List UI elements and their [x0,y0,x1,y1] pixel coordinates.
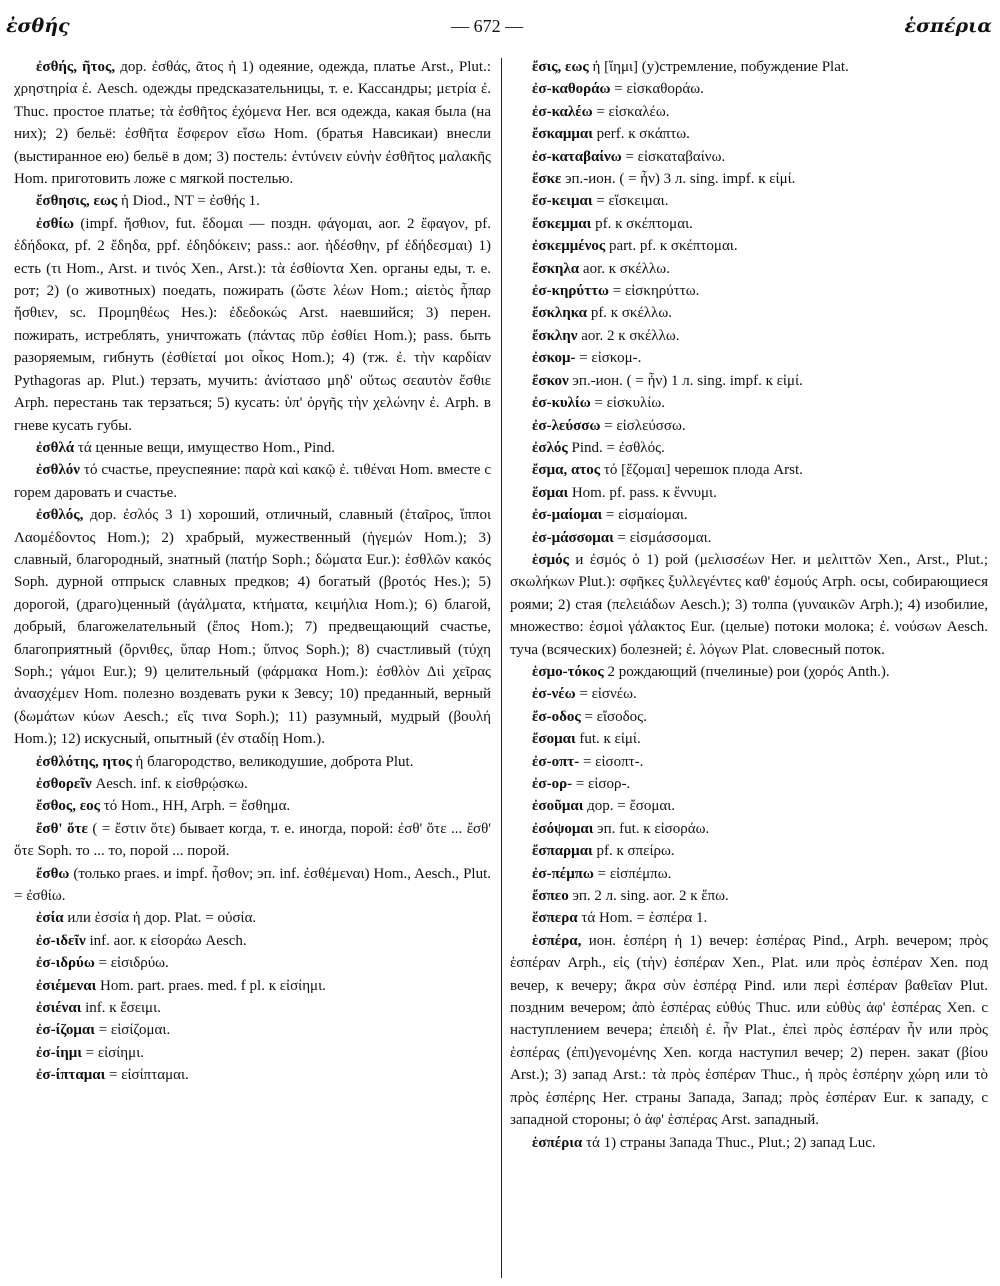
entry-headword: ἐσ-κυλίω [532,395,591,412]
entry-definition: ἡ [ἵημι] (у)стремление, побуждение Plat. [592,59,849,75]
entry-definition: эп.-ион. ( = ἦν) 3 л. sing. impf. к εἰμί. [565,171,796,188]
entry-definition: = εἰσκομ-. [579,350,642,367]
entry-definition: (impf. ἤσθιον, fut. ἔδομαι — поздн. φάγομαι, aor. 2 ἔφαγον, pf. ἐδήδοκα, pf. 2 ἔδηδα, ppf. ἐδηδόκειν; pass.: aor. ἠδέσθην, pf ἐδήδεσμαι) 1) есть (τι Hom., Arst. и τινός Xen., Arst.): τὰ ἐσθίοντα Xen. органы еды, т. е. рот; 2) (о животных) поедать, пожирать (ὥστε λέων Hom.; αἰετὸς ἧπαρ ἤσθιεν, sc. Προμηθέως Hes.): ἐδεδοκώς Arst. наевшийся; 3) перен. пожирать, истреблять, уничтожать (πάντας πῦρ ἐσθίει Hom.); pass. быть разоряемым, гибнуть (ἐσθίεταί μοι οἶκος Hom.); 4) (тж. ἐ. τὴν καρδίαν Pythagoras ap. Plut.) терзать, мучить: ἀνίστασο μηδ' οὕτως σεαυτὸν ἔσθιε Arph. перестань так терзаться; 5) кусать: ὑπ' ὀργῆς τὴν χελώνην ἐ. Arph. в гневе кусать губы. [14,215,491,434]
dictionary-entry [510,302,988,324]
page-header [0,8,1000,44]
entry-definition: pf. к σκέπτομαι. [595,215,693,232]
entry-definition: = εἰσκηρύττω. [612,283,700,300]
entry-headword: ἐσία [36,910,64,927]
entry-definition: эп.-ион. ( = ἦν) 1 л. sing. impf. к εἰμί. [572,372,803,389]
entry-headword: ἐσ-οπτ- [532,753,580,770]
entry-headword: ἐσιέναι [36,1000,82,1017]
dictionary-entry [510,751,988,773]
dictionary-entry [14,190,491,212]
entry-headword: ἐσ-ιδρύω [36,955,95,972]
dictionary-entry [510,549,988,661]
entry-definition: = εἰσλεύσσω. [604,417,686,434]
entry-headword: ἐσόψομαι [532,820,594,837]
dictionary-entry [510,347,988,369]
entry-definition: Hom. part. praes. med. f pl. к εἰσίημι. [100,977,326,994]
entry-headword: ἔσκε [532,171,562,188]
dictionary-entry [510,527,988,549]
dictionary-entry [14,1019,491,1041]
entry-headword: ἑσπέρα, [532,932,582,949]
dictionary-entry [14,1064,491,1086]
entry-definition: inf. к ἔσειμι. [85,1000,161,1017]
entry-headword: ἐσ-ίζομαι [36,1022,95,1039]
entry-definition: pf. к σπείρω. [596,843,675,860]
dictionary-entry [14,459,491,504]
entry-headword: ἕσπερα [532,910,578,927]
entry-definition: τό Hom., HH, Arph. = ἔσθημα. [103,798,291,815]
entry-headword: ἐσ-πέμπω [532,865,594,882]
dictionary-entry [510,190,988,212]
entry-definition: τό счастье, преуспеяние: παρὰ καὶ κακῷ ἐ. τιθέναι Hom. вместе с горем даровать и счастье. [14,462,492,501]
dictionary-entry [510,459,988,481]
entry-headword: ἐσθλότης, ητος [36,753,132,770]
dictionary-entry [510,146,988,168]
entry-definition: дор. ἐσθάς, ᾶτος ἡ 1) одеяние, одежда, платье Arst., Plut.: χρηστηρία ἐ. Aesch. одежды предсказательницы, т. е. Кассандры; μετρία ἐ. Thuc. простое платье; τὰ ἐσθῆτος ἐχόμενα Her. вся одежда, какая была (на них); 2) бельё: ἐσθῆτα ἔσφερον εἴσω Hom. (братья Навсикаи) внесли (выстиранное ею) бельё в дом; 3) постель: ἐντύνειν εὐνὴν ἐσθῆτος μαλακῆς Hom. приготовить ложе с мягкой постелью. [14,59,491,188]
entry-headword: ἐσ-ιδεῖν [36,932,86,949]
entry-definition: = εἰσοπτ-. [582,753,644,770]
dictionary-entry [510,325,988,347]
entry-definition: = εἰσίζομαι. [98,1022,171,1039]
dictionary-entry [14,863,491,908]
dictionary-entry [14,773,491,795]
dictionary-entry [510,840,988,862]
entry-headword: ἔσκον [532,372,569,389]
entry-definition: ἡ благородство, великодушие, доброта Plut. [135,753,414,770]
dictionary-entry [14,751,491,773]
dictionary-entry [14,213,491,437]
entry-headword: ἐσ-ορ- [532,776,573,792]
entry-definition: inf. aor. к εἰσοράω Aesch. [89,932,247,949]
entry-definition: = εἰσορ-. [575,776,631,792]
entry-definition: = εἰσίημι. [85,1044,144,1061]
dictionary-entry [510,818,988,840]
dictionary-entry [14,952,491,974]
dictionary-entry [510,415,988,437]
left-column [14,56,499,1280]
dictionary-entry [510,56,988,78]
entry-headword: ἐσ-νέω [532,686,576,703]
dictionary-entry [510,661,988,683]
entry-headword: ἐσ-λεύσσω [532,417,601,434]
entry-definition: τά Hom. = ἑσπέρα 1. [581,910,708,927]
dictionary-entry [510,683,988,705]
entry-definition: = εἰσμάσσομαι. [617,529,712,546]
entry-definition: = εἰσμαίομαι. [605,507,688,524]
entry-definition: Hom. pf. pass. к ἕννυμι. [571,484,717,501]
dictionary-entry [14,907,491,929]
entry-headword: ἔσθ' ὅτε [36,820,88,837]
entry-headword: ἔσπεο [532,888,569,905]
entry-definition: дор. = ἔσομαι. [587,798,676,815]
entry-definition: эп. fut. к εἰσοράω. [597,820,710,837]
entry-headword: ἐσ-ίπταμαι [36,1067,106,1084]
dictionary-entry [14,930,491,952]
entry-headword: ἔσμα, ατος [532,462,601,479]
dictionary-entry [510,213,988,235]
entry-definition: perf. к σκάπτω. [596,126,690,143]
entry-definition: = εἴσκειμαι. [596,193,669,210]
entry-definition: τά ценные вещи, имущество Hom., Pind. [77,439,336,456]
dictionary-entry [510,863,988,885]
entry-definition: = εἰσίπταμαι. [109,1067,189,1084]
dictionary-entry [510,907,988,929]
entry-headword: ἐσ-ίημι [36,1044,82,1061]
dictionary-entry [510,235,988,257]
entry-headword: ἐσκεμμένος [532,238,606,255]
entry-definition: part. pf. к σκέπτομαι. [609,238,738,255]
dictionary-entry [510,482,988,504]
entry-headword: ἔσις, εως [532,59,589,75]
entry-headword: ἔσκεμμαι [532,215,592,232]
dictionary-entry [510,123,988,145]
entry-headword: ἔσκαμμαι [532,126,593,143]
entry-definition: aor. 2 к σκέλλω. [581,327,680,344]
entry-definition: эп. 2 л. sing. aor. 2 к ἕπω. [572,888,729,905]
entry-headword: ἐσθλά [36,439,75,456]
entry-headword: ἔσθος, εος [36,798,100,815]
right-column [510,56,988,1280]
header-left-guide-word: ἐσθής [6,15,70,37]
entry-definition: = εἰσκαθοράω. [614,81,704,98]
entry-headword: ἐσ-κηρύττω [532,283,610,300]
entry-headword: ἐσθής, ῆτος, [36,59,116,75]
entry-headword: ἐσ-καταβαίνω [532,148,622,165]
entry-headword: ἐσ-μαίομαι [532,507,603,524]
entry-definition: ἡ Diod., NT = ἐσθής 1. [121,193,260,210]
entry-headword: ἔσκλην [532,327,578,344]
dictionary-entry [14,818,491,863]
entry-headword: ἔσκληκα [532,305,588,322]
dictionary-entry [14,795,491,817]
entry-headword: ἐσλός [532,439,568,456]
entry-headword: ἔσ-οδος [532,708,581,725]
entry-definition: дор. ἐσλός 3 1) хороший, отличный, славный (ἑταῖρος, ἵπποι Λαομέδοντος Hom.); 2) храбрый, мужественный (ἡγεμών Hom.); 3) славный, благородный, знатный (πατήρ Soph.; δώματα Eur.): ἐσθλῶν κακός Soph. дурной отпрыск славных предков; 4) богатый (βροτός Hes.); 5) дорогой, (драго)ценный (ἀγάλματα, κτήματα, κειμήλια Hom.); 6) благой, добрый, благожелательный (ἔπος Hom.); 7) предвещающий счастье, благоприятный (ὄρνιθες, ὕπαρ Hom.; ὕπνος Soph.); 8) счастливый (τύχη Soph.; γάμοι Eur.); 9) целительный (φάρμακα Hom.): ἐσθλὸν Διὶ χεῖρας ἀνασχέμεν Hom. полезно воздевать руки к Зевсу; 10) преданный, верный (δωμάτων κύων Aesch.; εἴς τινα Soph.); 11) разумный, мудрый (βουλή Hom.); 12) искусный, опытный (ἐν σταδίῃ Hom.). [14,507,492,748]
entry-definition: Pind. = ἐσθλός. [571,439,665,456]
entry-definition: ион. ἑσπέρη ἡ 1) вечер: ἑσπέρας Pind., Arph. вечером; πρὸς ἑσπέραν Arph., εἰς (τὴν) ἑσπέραν Xen., Plat. или πρὸς ἑσπέραν Xen. под вечер, к вечеру; ἄκρα σὺν ἑσπέρᾳ Pind. или περὶ ἑσπέραν βαθεῖαν Plut. поздним вечером; ἀπὸ ἑσπέρας εὐθύς Thuc. или εὐθὺς ἀφ' ἑσπέρας Xen. с наступлением вечера; ἐπειδὴ ἐ. ἦν Plat., ἐπεὶ πρὸς ἑσπέραν ἦν или πρὸς ἑσπέρας (ἐπι)γενομένης Xen. когда наступил вечер; 2) перен. закат (βίου Arst.); 3) запад Arst.: τὰ πρὸς ἑσπέραν Thuc., ἡ πρὸς ἑσπέρην χώρη или τὸ πρὸς ἑσπέρης Her. страны Запада, Запад; πρὸς ἑσπέραν Eur. к западу, с западной стороны; ὁ ἀφ' ἑσπέρας Arst. западный. [510,932,988,1129]
entry-definition: и ἐσμός ὁ 1) рой (μελισσέων Her. и μελιττῶν Xen., Arst., Plut.; σκωλήκων Plut.): σφῆκες ξυλλεγέντες καθ' ἑσμούς Arph. осы, собирающиеся роями; 2) стая (πελειάδων Aesch.); 3) толпа (γυναικῶν Arph.); 4) изобилие, множество: ἑσμοὶ γάλακτος Eur. (целые) потоки молока; ἐ. νούσων Aesch. туча (всяческих) болезней; ἐ. λόγων Plat. словесный поток. [510,551,988,658]
entry-definition: τό [ἕζομαι] черешок плода Arst. [603,462,803,479]
dictionary-entry [510,78,988,100]
entry-headword: ἑσπέρια [532,1134,583,1151]
dictionary-entry [510,280,988,302]
dictionary-entry [510,101,988,123]
dictionary-entry [510,392,988,414]
dictionary-entry [14,975,491,997]
entry-headword: ἔσ-κειμαι [532,193,593,210]
entry-definition: = εἰσπέμπω. [597,865,672,882]
entry-headword: ἐσοῦμαι [532,798,584,815]
dictionary-entry [14,997,491,1019]
entry-definition: = εἰσνέω. [579,686,637,703]
column-divider [501,58,502,1278]
entry-definition: = εἰσκυλίω. [594,395,665,412]
dictionary-entry [510,706,988,728]
entry-definition: aor. к σκέλλω. [582,260,670,277]
entry-definition: Aesch. inf. к εἰσθρῴσκω. [95,776,248,792]
dictionary-entry [510,437,988,459]
dictionary-entry [510,728,988,750]
entry-definition: 2 рождающий (пчелиные) рои (χορός Anth.). [607,663,890,680]
dictionary-entry [14,56,491,190]
entry-headword: ἐσθλόν [36,462,80,479]
entry-definition: (только praes. и impf. ἦσθον; эп. inf. ἐσθέμεναι) Hom., Aesch., Plut. = ἐσθίω. [14,865,492,905]
entry-headword: ἔσκηλα [532,260,580,277]
dictionary-entry [510,168,988,190]
entry-headword: ἐσκομ- [532,350,576,367]
entry-headword: ἔσθησις, εως [36,193,118,210]
entry-definition: = εἴσοδος. [584,708,647,725]
entry-headword: ἔσομαι [532,731,576,748]
entry-headword: ἐσθλός, [36,507,84,524]
entry-definition: = εἰσιδρύω. [98,955,169,972]
entry-headword: ἔσθω [36,865,70,882]
entry-definition: = εἰσκαταβαίνω. [625,148,726,165]
entry-headword: ἔσπαρμαι [532,843,593,860]
dictionary-entry [510,773,988,795]
entry-headword: ἐσ-καλέω [532,103,593,120]
entry-headword: ἐσθίω [36,215,75,232]
dictionary-entry [510,370,988,392]
dictionary-entry [510,1132,988,1154]
dictionary-entry [510,885,988,907]
entry-definition: pf. к σκέλλω. [590,305,672,322]
page-number: — 672 — [451,15,524,36]
entry-definition: ( = ἔστιν ὅτε) бывает когда, т. е. иногда, порой: ἐσθ' ὅτε ... ἔσθ' ὅτε Soph. то ... то, порой ... порой. [14,820,492,860]
entry-headword: ἐσ-μάσσομαι [532,529,614,546]
dictionary-entry [510,795,988,817]
dictionary-entry [510,504,988,526]
entry-definition: fut. к εἰμί. [579,731,641,748]
entry-headword: ἐσ-καθοράω [532,81,611,98]
entry-headword: ἑσμός [532,551,569,568]
entry-definition: τά 1) страны Запада Thuc., Plut.; 2) запад Luc. [586,1134,876,1151]
dictionary-entry [510,258,988,280]
dictionary-entry [14,504,491,750]
entry-headword: ἕσμαι [532,484,569,501]
entry-headword: ἐσιέμεναι [36,977,97,994]
entry-definition: или ἐσσία ἡ дор. Plat. = οὐσία. [67,910,257,927]
dictionary-entry [14,1042,491,1064]
entry-headword: ἑσμο-τόκος [532,663,604,680]
header-right-guide-word: ἑσπέρια [904,15,992,37]
entry-headword: ἐσθορεῖν [36,776,92,792]
dictionary-entry [14,437,491,459]
dictionary-entry [510,930,988,1132]
entry-definition: = εἰσκαλέω. [596,103,670,120]
